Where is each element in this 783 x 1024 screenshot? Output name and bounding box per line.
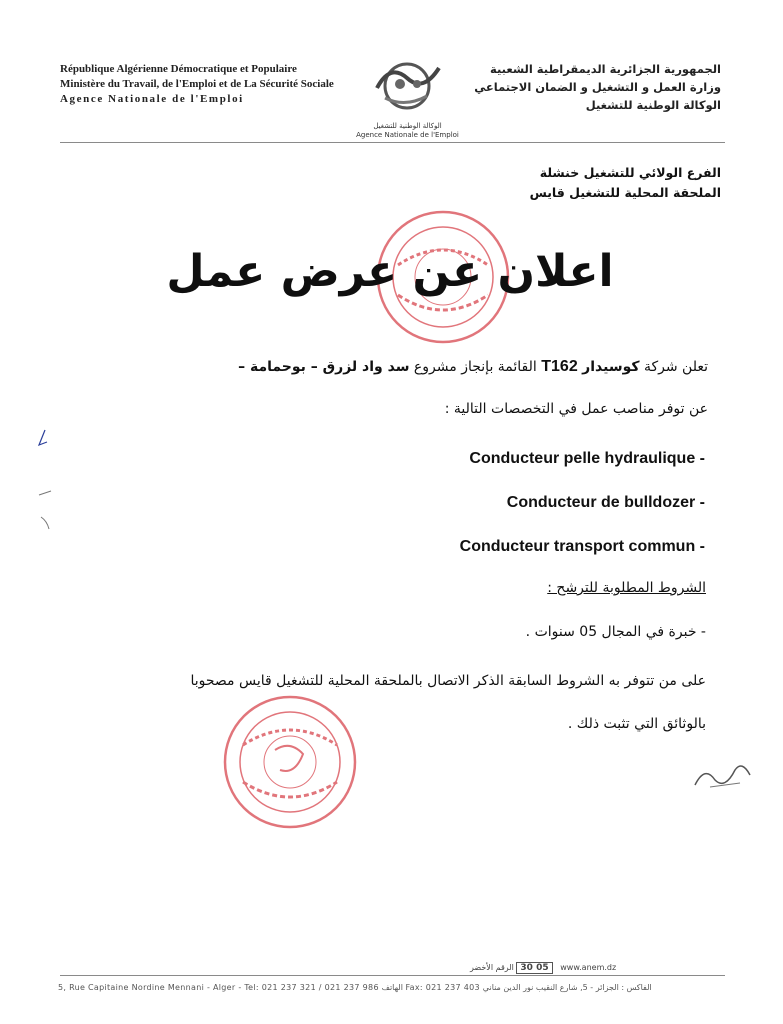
anem-logo-icon <box>355 58 460 118</box>
job-item: Conducteur de bulldozer - <box>506 494 705 511</box>
closing-line2: بالوثائق التي تثبت ذلك . <box>567 716 706 732</box>
header-republic: République Algérienne Démocratique et Populaire <box>60 63 297 75</box>
branch-local: الملحقة المحلية للتشغيل قايس <box>529 185 721 200</box>
website-link[interactable]: www.anem.dz <box>560 963 617 972</box>
header-ar-republic: الجمهورية الجزائرية الديمقراطية الشعبية <box>489 62 721 76</box>
job-item: Conducteur transport commun - <box>459 538 705 555</box>
header-agency: Agence Nationale de l'Emploi <box>60 93 244 105</box>
logo-caption-fr: Agence Nationale de l'Emploi <box>356 131 459 139</box>
margin-marks-icon <box>35 425 55 535</box>
footer-address: 5, Rue Capitaine Nordine Mennani - Alger - Tel: 021 237 321 / 021 237 986 الهاتف Fax: 021 237 403 الفاكس : الجزائر - 5, شارع النقيب نور الدين مناني <box>58 983 652 992</box>
footer-contact <box>470 962 770 974</box>
intro-line2: عن توفر مناصب عمل في التخصصات التالية : <box>444 401 708 417</box>
header-arabic <box>474 60 721 114</box>
company-name: كوسيدار <box>582 359 640 375</box>
company-code: T162 <box>541 358 578 375</box>
intro-part2: القائمة بإنجاز مشروع <box>409 359 537 375</box>
header-ar-agency: الوكالة الوطنية للتشغيل <box>585 98 721 112</box>
conditions-title: الشروط المطلوبة للترشح : <box>547 580 706 596</box>
condition-experience: - خبرة في المجال 05 سنوات . <box>525 624 706 640</box>
job-item: Conducteur pelle hydraulique - <box>469 450 705 467</box>
logo-caption-ar: الوكالة الوطنية للتشغيل <box>373 122 442 130</box>
branch-wilaya: الفرع الولائي للتشغيل خنشلة <box>539 165 721 180</box>
project-name: سد واد لزرق – بوحمامة – <box>238 359 410 375</box>
official-stamp-icon <box>215 690 365 835</box>
page-title: اعلان عن عرض عمل <box>166 246 614 297</box>
hotline-label: الرقم الأخضر <box>470 963 514 972</box>
header-ar-ministry: وزارة العمل و التشغيل و الضمان الاجتماعي <box>474 80 721 94</box>
anem-logo <box>355 58 460 138</box>
footer-divider <box>60 975 725 976</box>
header-ministry: Ministère du Travail, de l'Emploi et de La Sécurité Sociale <box>60 78 334 90</box>
header-divider <box>60 142 725 143</box>
signature-icon <box>690 755 760 795</box>
header-french <box>60 62 334 107</box>
hotline-number: 30 05 <box>516 962 552 974</box>
intro-line <box>238 358 708 376</box>
intro-part1: تعلن شركة <box>639 359 708 375</box>
closing-line1: على من تتوفر به الشروط السابقة الذكر الاتصال بالملحقة المحلية للتشغيل قايس مصحوبا <box>190 673 706 689</box>
branch-info <box>530 163 721 203</box>
